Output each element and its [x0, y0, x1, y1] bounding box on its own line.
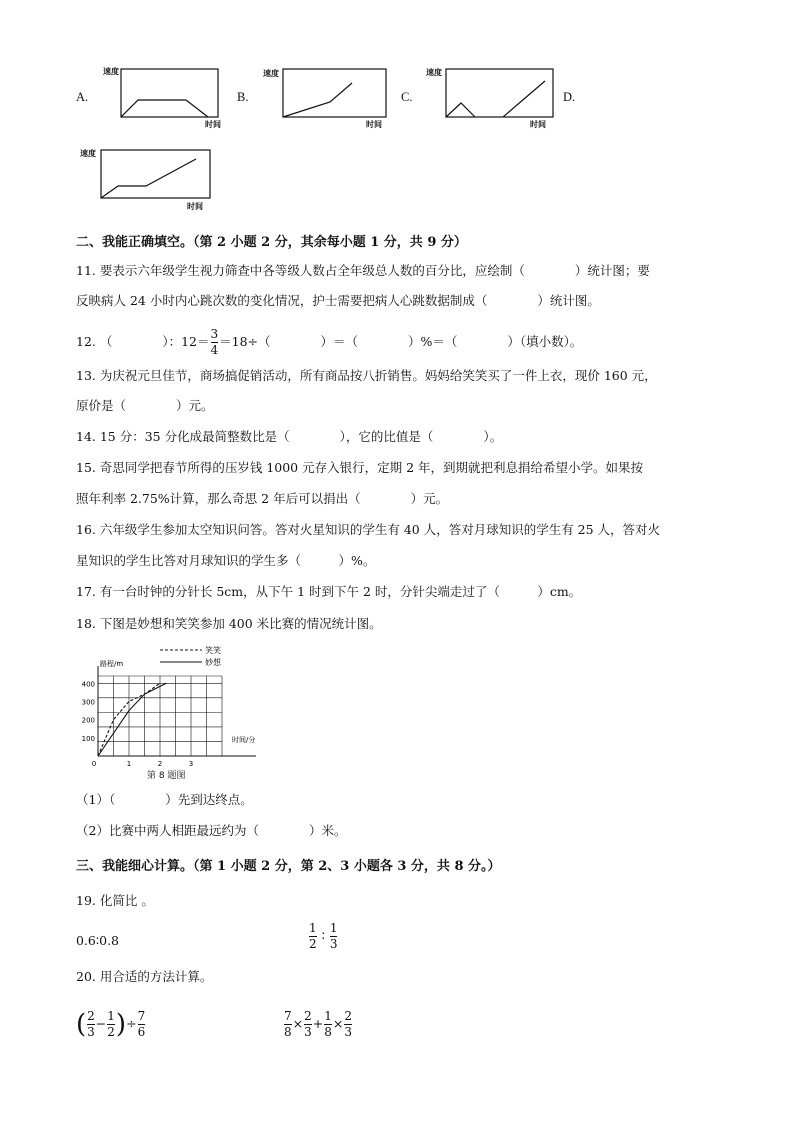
race-chart-grid — [98, 676, 222, 756]
q13-line1: 13. 为庆祝元旦佳节，商场搞促销活动，所有商品按八折销售。妈妈给笑笑买了一件上衣，现价 160 元， — [76, 368, 657, 383]
q19-part-b: $\frac{1}{2}$ ∶ $\frac{1}{3}$ — [309, 921, 338, 951]
x-tick-label: 0 — [91, 760, 97, 768]
q12-prefix: 12. （ ）：12＝ — [76, 334, 210, 349]
race-chart-ylabel: 路程/m — [100, 660, 124, 668]
q16-line2: 星知识的学生比答对月球知识的学生多（ ）%。 — [76, 553, 376, 568]
q12-suffix: ＝18÷（ ）＝（ ）%＝（ ）（填小数）。 — [219, 334, 583, 349]
q16-line1: 16. 六年级学生参加太空知识问答。答对火星知识的学生有 40 人，答对月球知识的学生有 25 人，答对火 — [76, 522, 661, 537]
race-chart-lines — [98, 683, 166, 756]
graph-d-xlabel: 时间 — [187, 202, 203, 211]
graph-c-ylabel: 速度 — [426, 68, 442, 77]
q18-sub1: （1）（ ）先到达终点。 — [76, 792, 253, 807]
y-tick-label: 400 — [81, 680, 95, 689]
graph-b-ylabel: 速度 — [263, 69, 279, 78]
option-a-label: A. — [76, 90, 89, 104]
race-chart-xlabel: 时间/分 — [232, 736, 256, 744]
q19: 19. 化简比 。 — [76, 893, 154, 908]
q15-line1: 15. 奇思同学把春节所得的压岁钱 1000 元存入银行，定期 2 年，到期就把利息捐给希望小学。如果按 — [76, 460, 644, 475]
graph-d-ylabel: 速度 — [80, 149, 96, 158]
q12-numerator: 3 — [210, 327, 219, 341]
x-tick-label: 2 — [157, 760, 163, 768]
q14: 14. 15 分：35 分化成最简整数比是（ ），它的比值是（ ）。 — [76, 429, 503, 444]
y-tick-label: 200 — [81, 716, 95, 725]
y-tick-label: 100 — [81, 734, 95, 743]
race-chart-legend-xiaoxiao: 笑笑 — [205, 646, 221, 655]
speed-graph-a — [120, 68, 220, 120]
q17: 17. 有一台时钟的分针长 5cm，从下午 1 时到下午 2 时，分针尖端走过了（ ）cm。 — [76, 584, 582, 599]
q15-line2: 照年利率 2.75%计算，那么奇思 2 年后可以捐出（ ）元。 — [76, 491, 449, 506]
x-tick-label: 1 — [126, 760, 132, 768]
q12-denominator: 4 — [210, 343, 219, 357]
section2-header: 二、我能正确填空。（第 2 小题 2 分，其余每小题 1 分，共 9 分） — [76, 235, 467, 250]
q20: 20. 用合适的方法计算。 — [76, 969, 213, 984]
graph-a-xlabel: 时间 — [205, 120, 221, 129]
graph-b-xlabel: 时间 — [366, 120, 382, 129]
q11-line1: 11. 要表示六年级学生视力筛查中各等级人数占全年级总人数的百分比，应绘制（ ）统计图；要 — [76, 263, 650, 278]
section3-header: 三、我能细心计算。（第 1 小题 2 分，第 2、3 小题各 3 分，共 8 分。） — [76, 859, 501, 874]
q13-line2: 原价是（ ）元。 — [76, 398, 214, 413]
q11-line2: 反映病人 24 小时内心跳次数的变化情况，护士需要把病人心跳数据制成（ ）统计图。 — [76, 293, 600, 308]
speed-graph-d — [100, 149, 212, 201]
series-line-妙想 — [98, 683, 166, 756]
race-chart-caption: 第 8 题图 — [147, 771, 186, 781]
y-tick-label: 300 — [81, 698, 95, 707]
q19-part-a: 0.6∶0.8 — [76, 933, 120, 948]
graph-c-xlabel: 时间 — [530, 120, 546, 129]
option-b-label: B. — [237, 90, 249, 104]
q20-part-b: $\frac{7}{8}$ × $\frac{2}{3}$ + $\frac{1}{8}$ × $\frac{2}{3}$ — [284, 1009, 353, 1039]
x-tick-label: 3 — [188, 760, 194, 768]
q12 — [76, 328, 582, 357]
q20-part-a: ( $\frac{2}{3}$ − $\frac{1}{2}$ )÷ $\frac{7}{6}$ — [76, 1009, 146, 1040]
speed-graph-b — [282, 68, 388, 120]
race-chart-legend-miaoxiang: 妙想 — [205, 658, 221, 667]
option-d-label: D. — [563, 90, 576, 104]
graph-a-ylabel: 速度 — [103, 67, 119, 76]
q18-sub2: （2）比赛中两人相距最远约为（ ）米。 — [76, 823, 347, 838]
race-chart — [70, 642, 270, 782]
q12-fraction — [211, 328, 219, 357]
speed-graph-c — [445, 68, 555, 120]
q18: 18. 下图是妙想和笑笑参加 400 米比赛的情况统计图。 — [76, 616, 382, 631]
option-c-label: C. — [401, 90, 413, 104]
